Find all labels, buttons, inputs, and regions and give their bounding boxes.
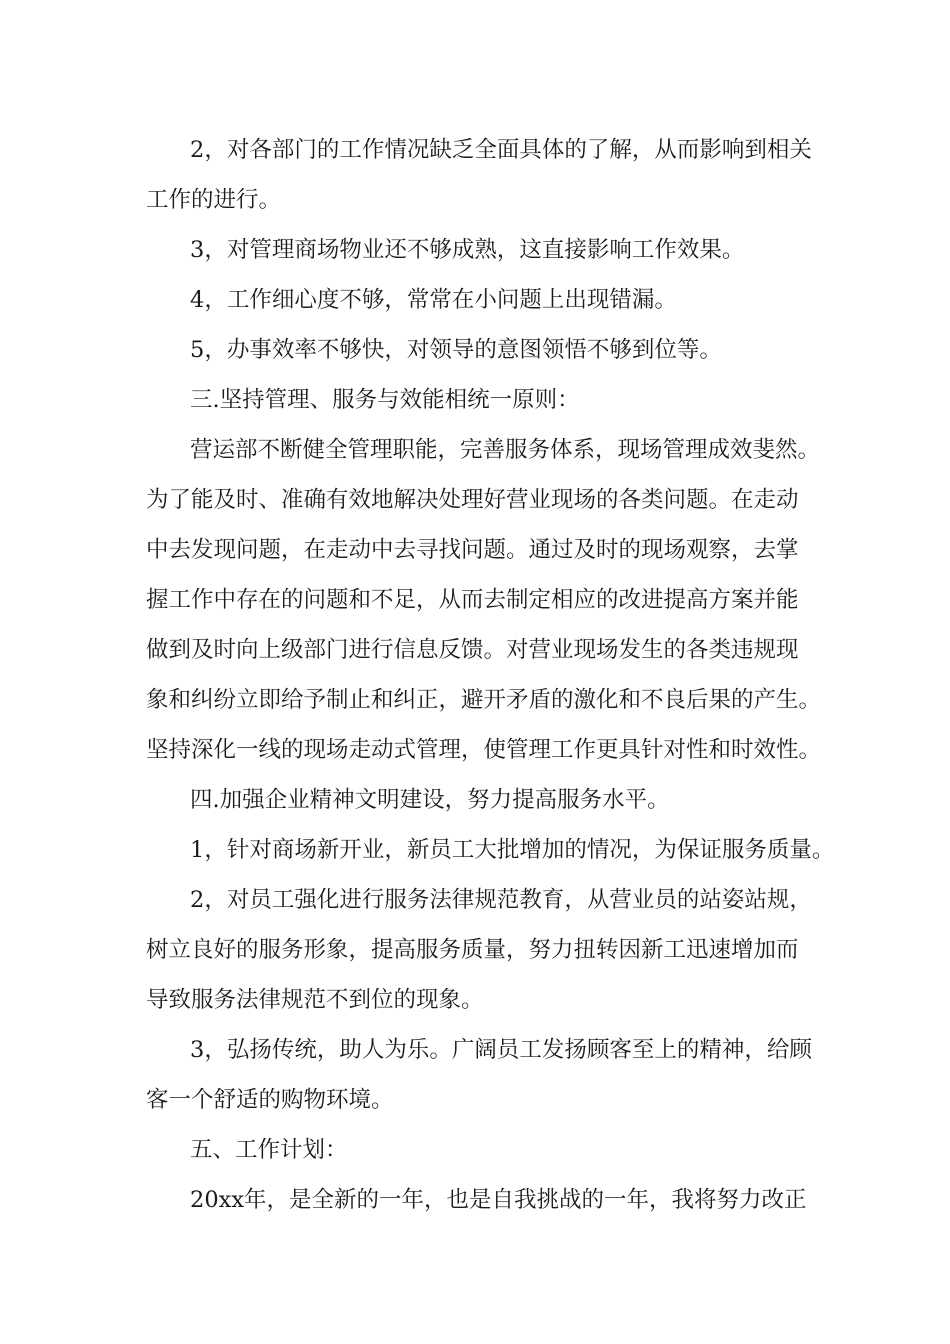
- text-line: 营运部不断健全管理职能，完善服务体系，现场管理成效斐然。: [190, 437, 821, 463]
- section-heading: 三.坚持管理、服务与效能相统一原则：: [190, 387, 580, 413]
- section-heading: 五、工作计划：: [190, 1137, 348, 1163]
- text-line: 3，对管理商场物业还不够成熟，这直接影响工作效果。: [190, 237, 745, 263]
- text-line: 工作的进行。: [146, 187, 282, 213]
- text-line: 3，弘扬传统，助人为乐。广阔员工发扬顾客至上的精神，给顾: [190, 1037, 812, 1063]
- text-line: 1，针对商场新开业，新员工大批增加的情况，为保证服务质量。: [190, 837, 835, 863]
- text-line: 导致服务法律规范不到位的现象。: [146, 987, 484, 1013]
- text-line: 20xx年，是全新的一年，也是自我挑战的一年，我将努力改正: [190, 1187, 807, 1213]
- text-line: 握工作中存在的问题和不足，从而去制定相应的改进提高方案并能: [146, 587, 799, 613]
- text-line: 客一个舒适的购物环境。: [146, 1087, 394, 1113]
- text-line: 树立良好的服务形象，提高服务质量，努力扭转因新工迅速增加而: [146, 937, 799, 963]
- text-line: 5，办事效率不够快，对领导的意图领悟不够到位等。: [190, 337, 722, 363]
- text-line: 象和纠纷立即给予制止和纠正，避开矛盾的激化和不良后果的产生。: [146, 687, 822, 713]
- text-line: 中去发现问题，在走动中去寻找问题。通过及时的现场观察，去掌: [146, 537, 799, 563]
- text-line: 4，工作细心度不够，常常在小问题上出现错漏。: [190, 287, 677, 313]
- section-heading: 四.加强企业精神文明建设，努力提高服务水平。: [190, 787, 670, 813]
- text-line: 2，对各部门的工作情况缺乏全面具体的了解，从而影响到相关: [190, 137, 812, 163]
- text-line: 坚持深化一线的现场走动式管理，使管理工作更具针对性和时效性。: [146, 737, 822, 763]
- text-line: 2，对员工强化进行服务法律规范教育，从营业员的站姿站规，: [190, 887, 812, 913]
- text-line: 做到及时向上级部门进行信息反馈。对营业现场发生的各类违规现: [146, 637, 799, 663]
- text-line: 为了能及时、准确有效地解决处理好营业现场的各类问题。在走动: [146, 487, 799, 513]
